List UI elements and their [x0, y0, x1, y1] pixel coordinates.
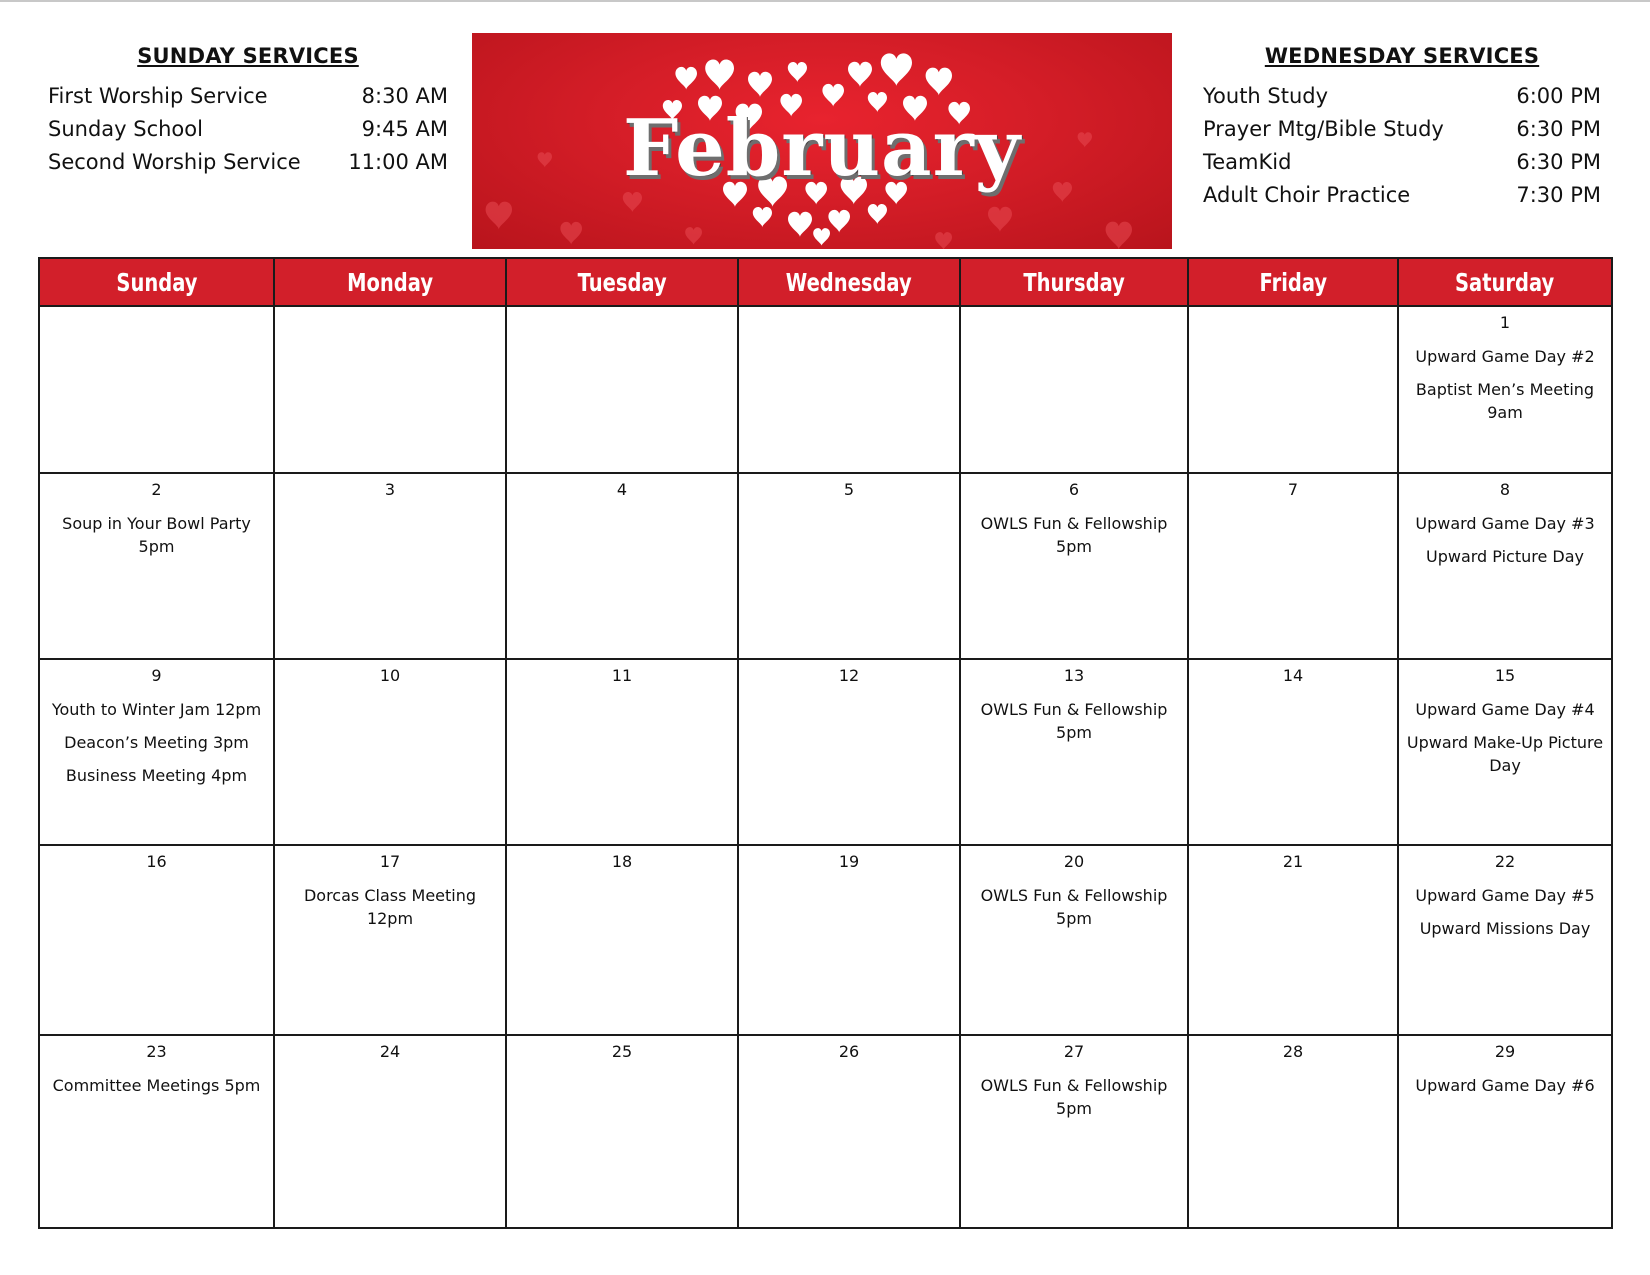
day-number: 10 — [379, 666, 401, 685]
day-number: 22 — [1494, 852, 1516, 871]
service-row — [48, 146, 448, 179]
service-name: Youth Study — [1203, 84, 1329, 108]
calendar-day-cell — [1188, 306, 1398, 473]
day-number: 23 — [146, 1042, 167, 1061]
calendar-day-cell — [960, 1035, 1188, 1228]
day-number: 14 — [1282, 666, 1304, 685]
calendar-week-row — [39, 473, 1612, 659]
day-number — [507, 311, 737, 335]
february-banner — [472, 33, 1172, 249]
service-time: 7:30 PM — [1516, 183, 1601, 207]
calendar-day-cell — [506, 845, 738, 1035]
day-number — [1189, 311, 1397, 335]
calendar-week-row — [39, 306, 1612, 473]
calendar-day-cell — [738, 659, 960, 845]
calendar-day-cell — [1398, 1035, 1612, 1228]
calendar-day-cell — [960, 659, 1188, 845]
service-name: Second Worship Service — [48, 150, 301, 174]
service-row — [1203, 179, 1601, 212]
calendar-event: Business Meeting 4pm — [65, 766, 248, 785]
calendar-day-cell — [39, 659, 274, 845]
calendar-day-cell — [1188, 473, 1398, 659]
day-number: 5 — [843, 480, 855, 499]
day-number: 3 — [384, 480, 396, 499]
weekday-header-saturday — [1398, 258, 1612, 306]
calendar-day-cell — [506, 1035, 738, 1228]
calendar-day-cell — [960, 306, 1188, 473]
calendar-event: Upward Game Day #6 — [1415, 1076, 1595, 1095]
day-number: 21 — [1282, 852, 1304, 871]
sunday-services-panel — [48, 44, 448, 179]
calendar-day-cell — [39, 473, 274, 659]
calendar-event: Youth to Winter Jam 12pm — [51, 700, 262, 719]
day-number: 29 — [1494, 1042, 1516, 1061]
weekday-label: Sunday — [115, 267, 198, 297]
weekday-header-friday — [1188, 258, 1398, 306]
day-number: 17 — [379, 852, 401, 871]
calendar-event: Upward Make-Up Picture Day — [1406, 733, 1604, 775]
calendar-day-cell — [1188, 1035, 1398, 1228]
service-time: 6:30 PM — [1516, 150, 1601, 174]
day-number — [739, 311, 959, 335]
day-number: 26 — [838, 1042, 860, 1061]
calendar-event: OWLS Fun & Fellowship 5pm — [980, 1076, 1168, 1118]
calendar-day-cell — [738, 473, 960, 659]
day-number: 24 — [379, 1042, 401, 1061]
day-number: 4 — [616, 480, 628, 499]
day-number — [275, 311, 505, 335]
day-number: 1 — [1499, 313, 1511, 332]
calendar-day-cell — [960, 845, 1188, 1035]
service-name: Sunday School — [48, 117, 203, 141]
calendar-day-cell — [274, 473, 506, 659]
calendar-day-cell — [39, 845, 274, 1035]
calendar-day-cell — [506, 306, 738, 473]
calendar-event: Upward Game Day #2 — [1415, 347, 1595, 366]
wednesday-services-heading: WEDNESDAY SERVICES — [1264, 44, 1540, 68]
calendar-day-cell — [506, 473, 738, 659]
service-row — [1203, 146, 1601, 179]
calendar-day-cell — [1398, 845, 1612, 1035]
service-time: 11:00 AM — [348, 150, 448, 174]
service-time: 6:00 PM — [1516, 84, 1601, 108]
service-row — [1203, 113, 1601, 146]
day-number: 18 — [611, 852, 633, 871]
calendar-day-cell — [738, 1035, 960, 1228]
calendar-day-cell — [39, 306, 274, 473]
calendar-day-cell — [274, 659, 506, 845]
day-number: 6 — [1068, 480, 1080, 499]
day-number: 7 — [1287, 480, 1299, 499]
calendar-day-cell — [1188, 845, 1398, 1035]
day-number: 13 — [1063, 666, 1085, 685]
service-name: Prayer Mtg/Bible Study — [1203, 117, 1444, 141]
service-name: Adult Choir Practice — [1203, 183, 1411, 207]
calendar-day-cell — [960, 473, 1188, 659]
calendar-event: Committee Meetings 5pm — [52, 1076, 261, 1095]
weekday-label: Saturday — [1455, 267, 1555, 297]
day-number — [40, 311, 273, 335]
weekday-header-monday — [274, 258, 506, 306]
calendar-event: Upward Game Day #3 — [1415, 514, 1595, 533]
weekday-header-wednesday — [738, 258, 960, 306]
day-number: 2 — [151, 480, 162, 499]
calendar-event: Upward Game Day #4 — [1415, 700, 1595, 719]
calendar-event: Soup in Your Bowl Party 5pm — [62, 514, 251, 556]
wednesday-services-panel — [1203, 44, 1601, 212]
calendar-day-cell — [1398, 306, 1612, 473]
calendar-week-row — [39, 1035, 1612, 1228]
service-name: First Worship Service — [48, 84, 268, 108]
calendar-day-cell — [1398, 473, 1612, 659]
day-number: 15 — [1494, 666, 1516, 685]
day-number: 12 — [838, 666, 860, 685]
calendar-event: Dorcas Class Meeting 12pm — [303, 886, 477, 928]
calendar-event: Upward Missions Day — [1419, 919, 1591, 938]
calendar-event: OWLS Fun & Fellowship 5pm — [980, 700, 1168, 742]
calendar-day-cell — [274, 1035, 506, 1228]
day-number: 16 — [146, 852, 167, 871]
weekday-label: Friday — [1259, 267, 1327, 297]
calendar-day-cell — [1398, 659, 1612, 845]
calendar-day-cell — [274, 306, 506, 473]
day-number: 25 — [611, 1042, 633, 1061]
weekday-label: Thursday — [1023, 267, 1125, 297]
calendar-day-cell — [738, 845, 960, 1035]
weekday-header-thursday — [960, 258, 1188, 306]
service-time: 6:30 PM — [1516, 117, 1601, 141]
weekday-header-tuesday — [506, 258, 738, 306]
day-number: 9 — [151, 666, 162, 685]
day-number — [961, 311, 1187, 335]
banner-title: February — [622, 103, 1022, 194]
weekday-label: Tuesday — [577, 267, 667, 297]
day-number: 28 — [1282, 1042, 1304, 1061]
calendar-grid — [38, 257, 1613, 1229]
day-number: 27 — [1063, 1042, 1085, 1061]
calendar-event: Deacon’s Meeting 3pm — [64, 733, 249, 752]
calendar-week-row — [39, 845, 1612, 1035]
calendar-day-cell — [1188, 659, 1398, 845]
service-row — [1203, 80, 1601, 113]
service-row — [48, 80, 448, 113]
calendar-day-cell — [506, 659, 738, 845]
service-time: 9:45 AM — [361, 117, 448, 141]
service-row — [48, 113, 448, 146]
top-rule — [0, 0, 1650, 2]
calendar-event: Upward Game Day #5 — [1415, 886, 1595, 905]
calendar-event: Upward Picture Day — [1426, 547, 1584, 566]
calendar-event: Baptist Men’s Meeting 9am — [1415, 380, 1595, 422]
weekday-header-sunday — [39, 258, 274, 306]
day-number: 19 — [838, 852, 860, 871]
calendar-day-cell — [274, 845, 506, 1035]
day-number: 8 — [1499, 480, 1511, 499]
calendar-event: OWLS Fun & Fellowship 5pm — [980, 886, 1168, 928]
service-name: TeamKid — [1203, 150, 1292, 174]
sunday-services-heading: SUNDAY SERVICES — [137, 44, 359, 68]
calendar-week-row — [39, 659, 1612, 845]
day-number: 11 — [611, 666, 633, 685]
weekday-label: Wednesday — [786, 267, 912, 297]
calendar-day-cell — [39, 1035, 274, 1228]
calendar-day-cell — [738, 306, 960, 473]
calendar-event: OWLS Fun & Fellowship 5pm — [980, 514, 1168, 556]
day-number: 20 — [1063, 852, 1085, 871]
weekday-label: Monday — [347, 267, 433, 297]
service-time: 8:30 AM — [361, 84, 448, 108]
weekday-header-row — [39, 258, 1612, 306]
